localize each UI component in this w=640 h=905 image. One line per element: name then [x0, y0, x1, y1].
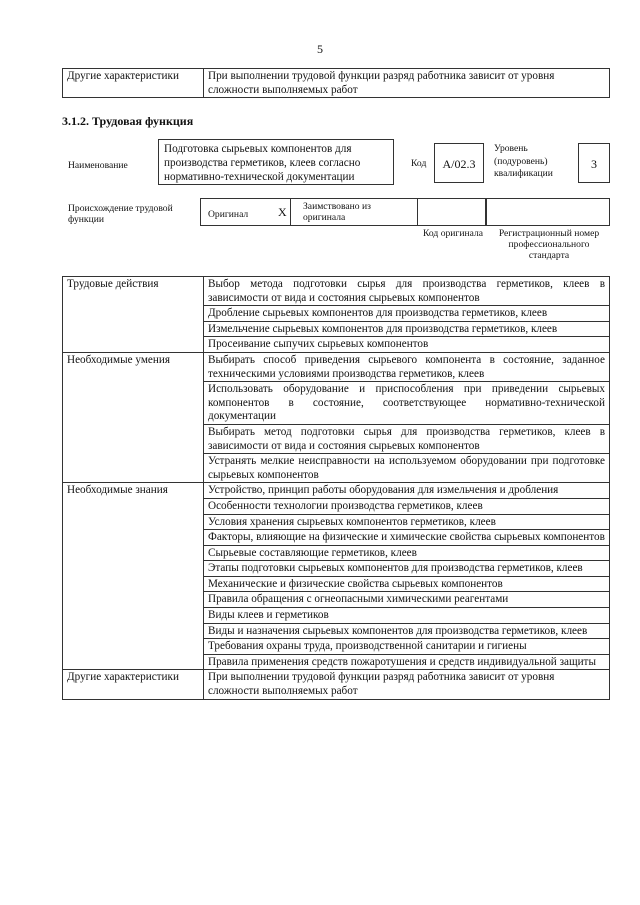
table-row — [63, 670, 610, 699]
list-item: Этапы подготовки сырьевых компонентов для производства герметиков, клеев — [204, 561, 610, 577]
original-label: Оригинал — [208, 209, 249, 220]
borrowed-label: Заимствовано из оригинала — [303, 201, 371, 223]
top-characteristics-table — [62, 68, 610, 98]
origin-code-caption: Код оригинала — [422, 228, 484, 239]
list-item: Использовать оборудование и приспособления при приведении сырьевых компонентов в состояние, соответствующее нормативно-технической документации — [204, 382, 610, 425]
list-item: Виды и назначения сырьевых компонентов для производства герметиков, клеев — [204, 623, 610, 639]
page-number: 5 — [317, 42, 323, 56]
list-item: Сырьевые составляющие герметиков, клеев — [204, 545, 610, 561]
row-value: При выполнении трудовой функции разряд работника зависит от уровня сложности выполняемых работ — [204, 69, 610, 98]
function-details-table — [62, 276, 610, 700]
origin-label: Происхождение трудовой функции — [68, 203, 173, 225]
list-item: Выбор метода подготовки сырья для производства герметиков, клеев в зависимости от вида и состояния сырьевых компонентов — [204, 277, 610, 306]
function-name: Подготовка сырьевых компонентов для производства герметиков, клеев согласно нормативно-технической документации — [158, 139, 394, 185]
list-item: Виды клеев и герметиков — [204, 608, 610, 624]
reg-number-cell — [486, 198, 610, 226]
list-item: Условия хранения сырьевых компонентов герметиков, клеев — [204, 514, 610, 530]
list-item: Механические и физические свойства сырьевых компонентов — [204, 576, 610, 592]
list-item: Особенности технологии производства герметиков, клеев — [204, 498, 610, 514]
group-label-other: Другие характеристики — [63, 670, 204, 699]
list-item: Правила обращения с огнеопасными химическими реагентами — [204, 592, 610, 608]
code-value: A/02.3 — [434, 143, 484, 183]
level-label: Уровень (подуровень) квалификации — [494, 143, 553, 179]
name-label: Наименование — [68, 160, 128, 171]
group-label-knowledge: Необходимые знания — [63, 483, 204, 670]
row-label: Другие характеристики — [63, 69, 204, 98]
list-item: Устройство, принцип работы оборудования для измельчения и дробления — [204, 483, 610, 499]
list-item: Выбирать метод подготовки сырья для производства герметиков, клеев в зависимости от вида и состояния сырьевых компонентов — [204, 424, 610, 453]
code-label: Код — [411, 158, 427, 169]
list-item: Дробление сырьевых компонентов для производства герметиков, клеев — [204, 306, 610, 322]
list-item: Просеивание сыпучих сырьевых компонентов — [204, 337, 610, 353]
group-label-skills: Необходимые умения — [63, 352, 204, 482]
list-item: Измельчение сырьевых компонентов для производства герметиков, клеев — [204, 321, 610, 337]
list-item: При выполнении трудовой функции разряд работника зависит от уровня сложности выполняемых работ — [204, 670, 610, 699]
group-label-actions: Трудовые действия — [63, 277, 204, 353]
level-value: 3 — [578, 143, 610, 183]
list-item: Выбирать способ приведения сырьевого компонента в состояние, заданное техническими условиями производства герметиков, клеев — [204, 352, 610, 381]
section-title: 3.1.2. Трудовая функция — [62, 114, 194, 128]
original-mark: X — [278, 205, 287, 219]
table-row — [63, 277, 610, 306]
origin-code-cell — [418, 198, 486, 226]
list-item: Факторы, влияющие на физические и химические свойства сырьевых компонентов — [204, 530, 610, 546]
list-item: Правила применения средств пожаротушения и средств индивидуальной защиты — [204, 654, 610, 670]
reg-number-caption: Регистрационный номер профессионального стандарта — [498, 228, 600, 261]
table-row — [63, 352, 610, 381]
list-item: Устранять мелкие неисправности на используемом оборудовании при подготовке сырьевых компонентов — [204, 454, 610, 483]
list-item: Требования охраны труда, производственной санитарии и гигиены — [204, 639, 610, 655]
table-row — [63, 69, 610, 98]
table-row — [63, 483, 610, 499]
